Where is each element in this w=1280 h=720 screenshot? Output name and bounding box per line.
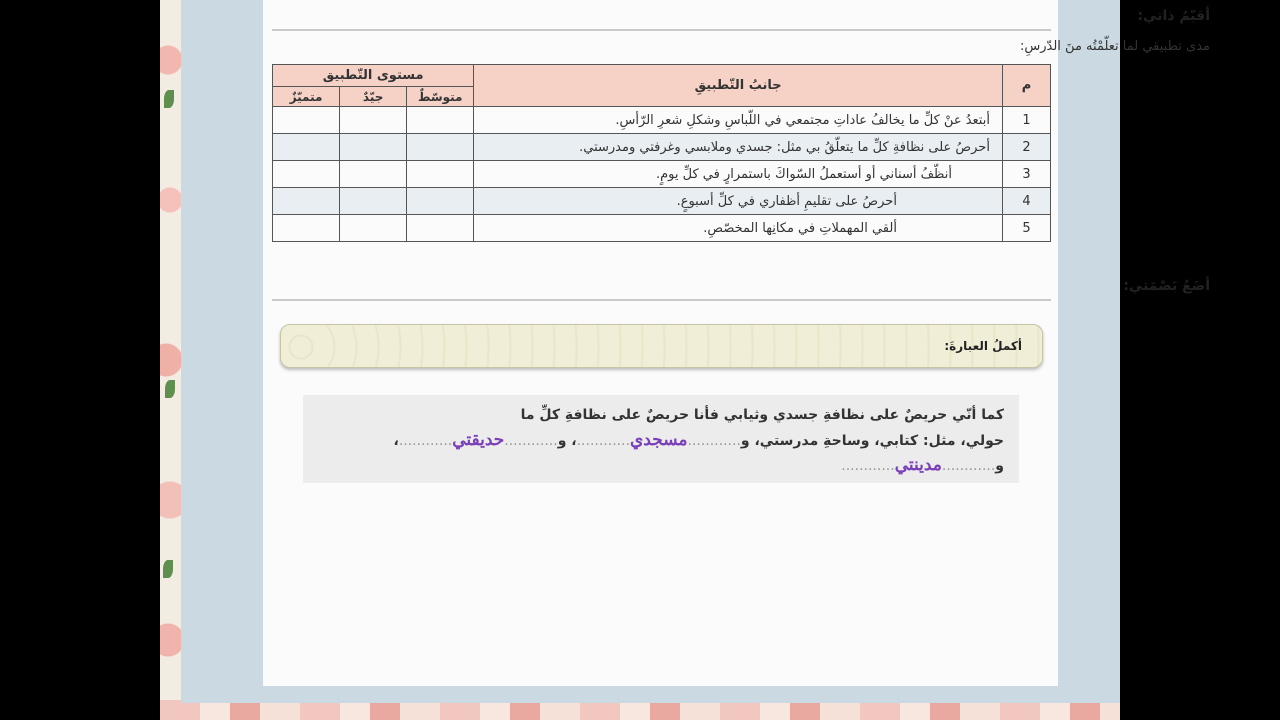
sentence-text: حولي، مثل: كتابي، وساحةِ مدرستي، و [740, 433, 1004, 449]
cell-average[interactable] [407, 134, 474, 161]
cell-average[interactable] [407, 188, 474, 215]
floral-border-bottom [160, 700, 1120, 720]
cell-average[interactable] [407, 107, 474, 134]
self-assessment-table [272, 64, 1051, 242]
header-excellent: متميّزٌ [273, 87, 340, 107]
self-assessment-heading: أقيّمُ ذاتي: [1137, 8, 1210, 24]
table-row [273, 215, 1051, 242]
leaf-decoration [164, 90, 174, 108]
cell-excellent[interactable] [273, 134, 340, 161]
row-number: 1 [1002, 107, 1050, 134]
row-text: ألقي المهملاتِ في مكانِها المخصّصِ. [474, 215, 1003, 242]
row-text: أنظّفُ أسناني أو أستعملُ السّواكَ باستمرارٍ في كلِّ يومٍ. [474, 161, 1003, 188]
cell-good[interactable] [340, 188, 407, 215]
row-text: أحرصُ على نظافةِ كلِّ ما يتعلّقُ بي مثل: جسدي وملابسي وغرفتي ومدرستي. [474, 134, 1003, 161]
cell-excellent[interactable] [273, 107, 340, 134]
blank-dots: ............ [398, 433, 453, 449]
sentence-text: و [995, 458, 1004, 474]
cell-good[interactable] [340, 107, 407, 134]
instruction-banner [280, 324, 1043, 368]
cell-average[interactable] [407, 161, 474, 188]
answer-garden[interactable]: حديقتي [452, 430, 505, 450]
cell-good[interactable] [340, 215, 407, 242]
row-number: 3 [1002, 161, 1050, 188]
divider [272, 29, 1051, 31]
header-number: م [1002, 65, 1050, 107]
completion-box [303, 395, 1019, 483]
leaf-decoration [163, 560, 173, 578]
cell-good[interactable] [340, 134, 407, 161]
header-aspect: جانبُ التّطبيقِ [474, 65, 1003, 107]
sentence-line-1: كما أنّي حريصٌ على نظافةِ جسدي وثيابي فأنا حريصٌ على نظافةِ كلِّ ما [520, 407, 1004, 423]
blank-dots: ............ [576, 433, 630, 449]
cell-excellent[interactable] [273, 188, 340, 215]
header-good: جيّدٌ [340, 87, 407, 107]
leaf-decoration [165, 380, 175, 398]
sentence-line-3 [841, 455, 1004, 475]
table-row [273, 134, 1051, 161]
cell-excellent[interactable] [273, 161, 340, 188]
row-text: أبتعدُ عنْ كلِّ ما يخالفُ عاداتِ مجتمعي في اللّباسِ وشكلِ شعرِ الرّأسِ. [474, 107, 1003, 134]
row-number: 4 [1002, 188, 1050, 215]
cell-good[interactable] [340, 161, 407, 188]
table-row [273, 161, 1051, 188]
sentence-text: ، و [557, 433, 577, 449]
answer-mosque[interactable]: مسجدي [630, 430, 688, 450]
self-assessment-intro: مدى تطبيقي لما تعلّمْتُه منَ الدّرسِ: [1020, 39, 1210, 54]
blank-dots: ............ [841, 458, 895, 474]
blank-dots: ............ [504, 433, 558, 449]
row-number: 2 [1002, 134, 1050, 161]
table-row [273, 107, 1051, 134]
sentence-text: ، [393, 433, 399, 449]
answer-city[interactable]: مدينتي [894, 455, 942, 475]
cell-average[interactable] [407, 215, 474, 242]
cell-excellent[interactable] [273, 215, 340, 242]
table-row [273, 188, 1051, 215]
row-number: 5 [1002, 215, 1050, 242]
divider [272, 299, 1051, 301]
header-average: متوسّطٌ [407, 87, 474, 107]
complete-sentence-label: أكملُ العبارةَ: [944, 339, 1022, 353]
footprint-heading: أضَعُ بَصْمَتي: [1123, 278, 1210, 294]
sentence-line-2 [393, 430, 1004, 450]
blank-dots: ............ [941, 458, 996, 474]
header-level: مستوى التّطبيق [273, 65, 474, 87]
blank-dots: ............ [687, 433, 741, 449]
row-text: أحرصُ على تقليمِ أظفاري في كلِّ أسبوعٍ. [474, 188, 1003, 215]
